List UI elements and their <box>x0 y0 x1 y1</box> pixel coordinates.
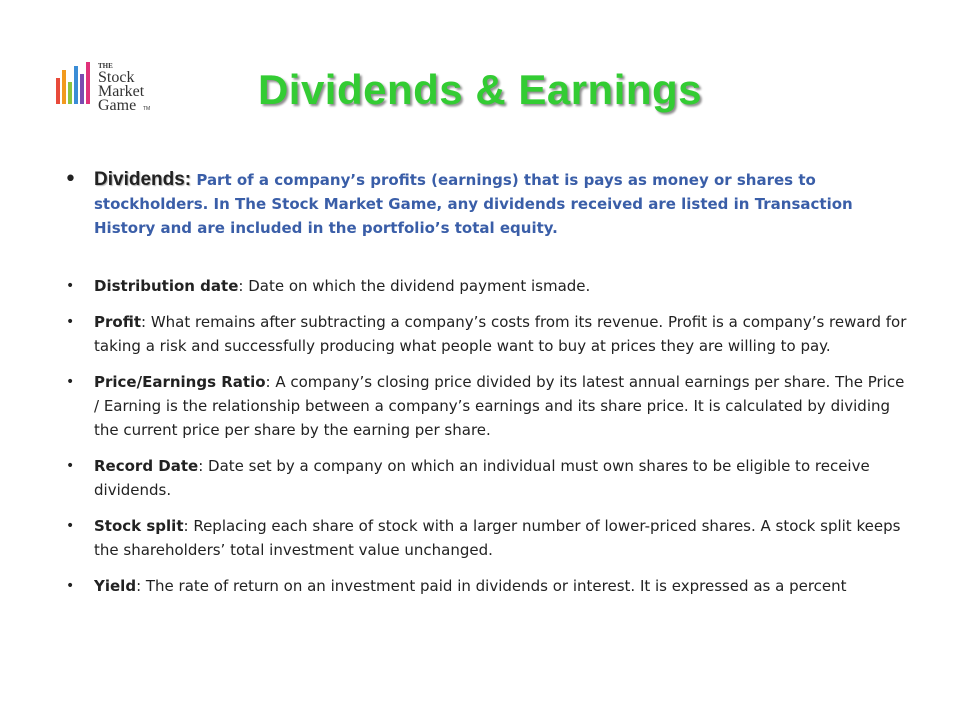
logo-line3: Game <box>98 97 137 114</box>
definition-term: Profit <box>94 313 141 331</box>
bullet-icon: • <box>66 518 75 534</box>
definition-item-yield <box>66 574 912 598</box>
definition-text: Part of a company’s profits (earnings) that is pays as money or shares to stockholders. In The Stock Market Game, any dividends received are listed in Transaction History and are included in the portfolio’s total equity. <box>94 171 853 237</box>
definitions-list <box>64 167 912 610</box>
definition-item-record-date <box>66 454 912 502</box>
definition-term: Yield <box>94 577 137 595</box>
definition-item-stock-split <box>66 514 912 562</box>
definition-text: : Date on which the dividend payment ismade. <box>238 277 591 295</box>
bullet-icon: • <box>66 374 75 390</box>
bullet-icon: • <box>66 278 75 294</box>
definition-item-dividends <box>64 167 912 240</box>
definition-term: Price/Earnings Ratio <box>94 373 266 391</box>
definition-text: : What remains after subtracting a company’s costs from its revenue. Profit is a company’s reward for taking a risk and successfully producing what people want to buy at prices they are willing to pay. <box>94 313 907 355</box>
definition-item-distribution-date <box>66 274 912 298</box>
definition-term: Record Date <box>94 457 199 475</box>
logo-the: THE <box>98 62 113 70</box>
logo-line2: Market <box>98 83 145 100</box>
page-title: Dividends & Earnings <box>257 66 703 113</box>
definition-item-pe-ratio <box>66 370 912 442</box>
definition-text: : A company’s closing price divided by its latest annual earnings per share. The Price / Earning is the relationship between a company’s earnings and its share price. It is calculated by dividing the current price per share by the earning per share. <box>94 373 905 439</box>
bullet-icon: • <box>66 578 75 594</box>
definition-item-profit <box>66 310 912 358</box>
bullet-icon: • <box>66 314 75 330</box>
definition-term: Distribution date <box>94 277 239 295</box>
bullet-icon: • <box>66 458 75 474</box>
logo-tm: TM <box>143 106 151 112</box>
definition-term: Dividends: <box>94 169 192 190</box>
definition-term: Stock split <box>94 517 184 535</box>
definition-text: : Replacing each share of stock with a larger number of lower-priced shares. A stock split keeps the shareholders’ total investment value unchanged. <box>94 517 901 559</box>
definition-text: : Date set by a company on which an individual must own shares to be eligible to receive dividends. <box>94 457 870 499</box>
logo-line1: Stock <box>98 69 135 86</box>
bullet-icon: • <box>64 167 77 192</box>
definition-text: : The rate of return on an investment paid in dividends or interest. It is expressed as a percent <box>136 577 847 595</box>
